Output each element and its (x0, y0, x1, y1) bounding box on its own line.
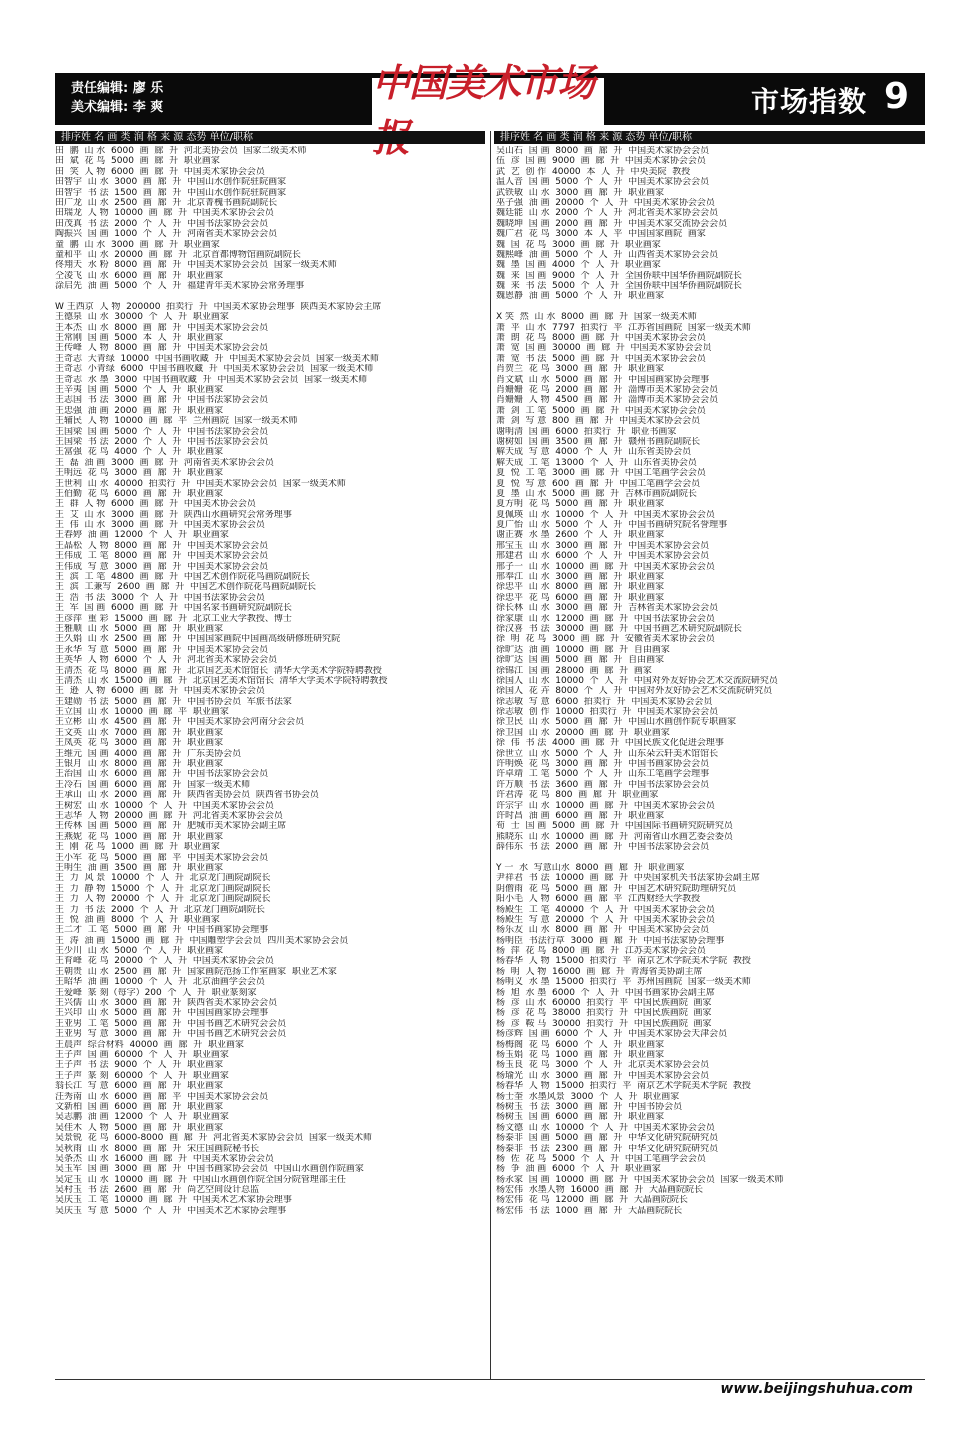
table-row: 王燕妮 花 鸟 1000 画 廊 升 职业画家 (55, 831, 224, 842)
table-row: 王 滨 工 笔 4800 画 廊 升 中国艺术创作院花鸟画院副院长 (55, 572, 310, 583)
table-row: 杨宏伟 水墨人物 16000 画 廊 升 大晶画院院长 (496, 1185, 703, 1196)
left-artist-list (55, 146, 485, 1216)
table-row: 徐志敏 创 作 10000 拍卖行 升 中国美术家协会会员 (496, 707, 719, 718)
table-row: 田茂真 书 法 2000 个 人 升 中国书法家协会会员 (55, 218, 269, 229)
table-row: 许卓靖 工 笔 5000 个 人 升 山东工笔画学会理事 (496, 769, 710, 780)
table-row: 武铁敏 山 水 3000 画 廊 升 职业画家 (496, 187, 665, 198)
table-row: 杨殿生 写 意 20000 个 人 升 中国美术家协会会员 (496, 914, 715, 925)
table-row: 王小军 花 鸟 5000 画 廊 平 中国美术家协会会员 (55, 852, 269, 863)
table-row: 肖姗姗 人 物 4500 画 廊 升 淄博市美术家协会会员 (496, 395, 719, 406)
table-row: 徐国人 山 水 10000 个 人 升 中国对外友好协会艺术交流院研究员 (496, 675, 778, 686)
footer-url: www.beijingshuhua.com (720, 1381, 913, 1397)
table-row: 王国梁 国 画 5000 个 人 升 中国书法家协会会员 (55, 426, 269, 437)
table-row: 文新柏 国 画 6000 画 廊 升 职业画家 (55, 1101, 224, 1112)
table-row: 萧 朗 花 鸟 8000 画 廊 升 中国美术家协会会员 (496, 333, 706, 344)
table-row: 萧 宽 国 画 30000 画 廊 升 中国美术家协会会员 (496, 343, 712, 354)
table-row: 杨 争 油 画 6000 个 人 升 职业画家 (496, 1164, 661, 1175)
table-row: 许万顺 书 法 3600 画 廊 升 中国书法家协会会员 (496, 779, 710, 790)
table-row: 徐 明 花 鸟 3000 画 廊 升 安徽省美术家协会会员 (496, 634, 715, 645)
table-row: 王朝贵 山 水 2500 画 廊 升 国家画院范扬工作室画家 职业艺术家 (55, 966, 337, 977)
table-row: 王伟成 工 笔 8000 画 廊 升 中国美术家协会会员 (55, 551, 269, 562)
table-row: 王永华 写 意 5000 画 廊 升 中国美术家协会会员 (55, 644, 269, 655)
table-row: 王德泉 山 水 30000 个 人 升 职业画家 (55, 312, 229, 323)
table-row: 杨 彦 鞍 马 30000 拍卖行 升 中国民族画院 画家 (496, 1018, 712, 1029)
table-row: 王文英 山 水 7000 画 廊 升 职业画家 (55, 727, 224, 738)
table-row: 王志国 书 法 3000 画 廊 升 中国书法家协会会员 (55, 395, 269, 406)
table-row: 魏 来 书 法 5000 个 人 升 全国侨联中国华侨画院副院长 (496, 281, 742, 292)
table-row: 杨春华 人 物 15000 拍卖行 平 南京艺术学院美术学院 教授 (496, 956, 751, 967)
table-row: 杨明臣 书法行草 3000 画 廊 升 中国书法家协会理事 (496, 935, 725, 946)
table-row: 解天成 写 意 4000 个 人 升 山东省美协会员 (496, 447, 692, 458)
table-row: 田 鹏 山 水 6000 画 廊 升 河北美协会员 国家二级美术师 (55, 146, 307, 156)
table-row: 王凤英 花 鸟 3000 画 廊 升 职业画家 (55, 738, 224, 749)
table-row: 杨永家 国 画 10000 画 廊 升 中国美术家协会会员 国家一级美术师 (496, 1174, 784, 1185)
table-row: 王 滨 工兼写 2600 画 廊 升 中国艺术创作院花鸟画院副院长 (55, 582, 316, 593)
table-row: 杨 彦 花 鸟 38000 拍卖行 升 中国民族画院 画家 (496, 1008, 712, 1019)
table-row: 阴僧雨 花 鸟 5000 画 廊 升 中国艺术研究院助理研究员 (496, 883, 737, 894)
table-row: 王爱峰 篆 刻（每字）200 个 人 升 职业篆刻家 (55, 987, 257, 998)
table-row: 王传林 国 画 5000 画 廊 升 肥城市美术家协会副主席 (55, 821, 287, 832)
table-row: 田智宇 山 水 3000 画 廊 升 中国山水创作院驻院画家 (55, 177, 287, 188)
table-row: 杨彦辉 国 画 6000 个 人 升 中国美术家协会天津会员 (496, 1029, 728, 1040)
table-row: 徐旷达 油 画 10000 画 廊 升 自由画家 (496, 644, 670, 655)
table-row: 萧 平 山 水 7797 拍卖行 平 江苏省国画院 国家一级美术师 (496, 322, 751, 333)
table-row: 温人音 国 画 5000 个 人 升 中国美术家协会会员 (496, 177, 710, 188)
table-row: 谢树如 国 画 3500 画 廊 升 赣州书画院副院长 (496, 436, 701, 447)
table-row: 徐汉喜 书 法 30000 画 廊 升 中国书画艺术研究院副院长 (496, 623, 742, 634)
table-row (496, 302, 925, 312)
table-row: 魏广君 花 鸟 3000 本 人 平 中国国家画院 画家 (496, 229, 706, 240)
table-row: 佟翔天 水 粉 8000 画 廊 升 中国美术家协会会员 国家一级美术师 (55, 260, 337, 271)
table-row: 王辛夷 国 画 5000 个 人 升 职业画家 (55, 384, 224, 395)
table-row: 肖姗姗 花 鸟 2000 画 廊 升 淄博市美术家协会会员 (496, 384, 719, 395)
table-row: 杨树玉 书 法 3000 画 廊 升 中国书协会员 (496, 1101, 683, 1112)
table-row: 王治国 山 水 6000 画 廊 升 中国书法家协会会员 (55, 769, 269, 780)
table-row: 解天成 工 笔 13000 个 人 升 山东省美协会员 (496, 457, 697, 468)
table-row: 王承山 山 水 2000 画 廊 升 陕西省美协会员 陕西省书协会员 (55, 790, 319, 801)
table-row: 王维元 国 画 4000 画 廊 升 广东美协会员 (55, 748, 242, 759)
table-row: 谢明清 国 画 6000 拍卖行 升 职业书画家 (496, 426, 677, 437)
table-row: 杨 彦 山 水 60000 拍卖行 平 中国民族画院 画家 (496, 998, 712, 1009)
table-row: 夏佩瑛 山 水 10000 个 人 升 中国美术家协会会员 (496, 509, 715, 520)
table-row: 吴志鹏 油 画 12000 个 人 升 职业画家 (55, 1112, 229, 1123)
table-row: 杨瑜光 山 水 3000 画 廊 升 中国美术家协会会员 (496, 1070, 710, 1081)
table-row: 翁长江 写 意 6000 画 廊 升 职业画家 (55, 1081, 224, 1092)
table-row: 王晶松 人 物 8000 画 廊 升 中国美术家协会会员 (55, 540, 269, 551)
table-row: 田广龙 山 水 2500 画 廊 升 北京菁槐书画院副院长 (55, 197, 278, 208)
table-row: 尹祥君 书 法 10000 画 廊 升 中央国家机关书法家协会副主席 (496, 873, 760, 884)
table-row: 许明焕 花 鸟 3000 画 廊 升 中国书画家协会会员 (496, 759, 710, 770)
table-row: 王亚男 工 笔 5000 画 廊 升 中国书画艺术研究会会员 (55, 1018, 287, 1029)
table-row: 涂启先 油 画 5000 个 人 升 福建青年美术家协会常务理事 (55, 281, 305, 292)
table-row: 田智宇 书 法 1500 画 廊 升 中国山水创作院驻院画家 (55, 187, 287, 198)
table-row: 夏 墨 山 水 5000 画 廊 升 吉林市画院副院长 (496, 488, 697, 499)
table-row: 杨宏伟 书 法 1000 画 廊 升 大晶画院院长 (496, 1205, 683, 1216)
art-editor-line: 美术编辑: 李 爽 (71, 100, 164, 115)
table-row: 王 艾 山 水 3000 画 廊 升 陕西山水画研究会常务理事 (55, 509, 292, 520)
table-row: 阳小毛 人 物 6000 画 廊 平 江西财经大学教授 (496, 894, 701, 905)
table-row: 夏广怡 山 水 5000 个 人 升 中国书画研究院名誉理事 (496, 520, 728, 531)
masthead-logo (372, 60, 604, 136)
table-row: 魏 墨 国 画 4000 个 人 升 职业画家 (496, 260, 661, 271)
table-row: 吴玉军 国 画 3000 画 廊 升 中国书画家协会会员 中国山水画创作院画家 (55, 1164, 364, 1175)
table-row: 吴定玉 山 水 10000 画 廊 升 中国山水画创作院全国分院管理部主任 (55, 1174, 346, 1185)
table-row: 王立彬 山 水 4500 画 廊 升 中国美术家协会河南分会会员 (55, 717, 305, 728)
table-row: 王世利 山 水 40000 拍卖行 升 中国美术家协会会员 国家一级美术师 (55, 478, 346, 489)
table-row: 王子声 国 画 60000 个 人 升 职业画家 (55, 1049, 229, 1060)
table-row: 王奇志 大青绿 10000 中国书画收藏 升 中国美术家协会会员 国家一级美术师 (55, 353, 379, 364)
table-row: 杨梅阁 花 鸟 6000 个 人 升 职业画家 (496, 1039, 665, 1050)
editor-credits (71, 79, 163, 117)
table-row: 夏 悦 工 笔 3000 画 廊 升 中国工笔画学会会员 (496, 468, 706, 479)
table-row: 谢正赛 水 墨 2600 个 人 升 职业画家 (496, 530, 665, 541)
table-row: 夏方明 花 鸟 5000 画 廊 升 职业画家 (496, 499, 665, 510)
table-row: 田 笑 人 物 6000 画 廊 升 中国美术家协会会员 (55, 166, 265, 177)
table-row: 王建勋 书 法 5000 画 廊 升 中国书协会员 军旅书法家 (55, 696, 292, 707)
table-row: 王 伟 山 水 3000 画 廊 升 中国美术家协会会员 (55, 520, 265, 531)
table-row: 许宗宇 山 水 10000 画 廊 升 中国美术家协会会员 (496, 800, 715, 811)
table-row: 徐长林 山 水 3000 画 廊 升 吉林省美术家协会会员 (496, 603, 719, 614)
table-row: 王明生 油 画 3500 画 廊 升 职业画家 (55, 862, 224, 873)
table-row: 王英华 人 物 6000 个 人 升 河北省美术家协会会员 (55, 655, 278, 666)
table-row: 王明远 花 鸟 3000 画 廊 升 职业画家 (55, 468, 224, 479)
table-row: 王国梁 书 法 2000 个 人 升 中国书法家协会会员 (55, 436, 269, 447)
table-row: 杨明义 水 墨 15000 拍卖行 平 苏州国画院 国家一级美术师 (496, 977, 751, 988)
editor-line: 责任编辑: 廖 乐 (71, 81, 164, 96)
page-number: 9 (883, 76, 909, 117)
table-row: 徐忠平 山 水 8000 画 廊 升 职业画家 (496, 582, 665, 593)
table-row: 王 力 书 法 2000 个 人 升 北京龙门画院副院长 (55, 904, 265, 915)
table-row: 魏晓坤 国 画 2000 画 廊 升 中国美术家交流协会会员 (496, 218, 728, 229)
table-row: 杨宏伟 花 鸟 12000 画 廊 升 大晶画院院长 (496, 1195, 688, 1206)
table-row: 王彦萍 重 彩 15000 画 廊 升 北京工业大学教授、博士 (55, 613, 292, 624)
table-row: 魏熙峰 油 画 5000 个 人 升 山西省美术家协会会员 (496, 249, 719, 260)
table-row: 王本杰 山 水 8000 画 廊 升 中国美术家协会会员 (55, 322, 269, 333)
table-row: 吴景锐 花 鸟 6000-8000 画 廊 升 河北省美术家协会会员 国家一级美术师 (55, 1133, 372, 1144)
table-row: 徐锦江 国 画 28000 画 廊 升 画家 (496, 665, 652, 676)
table-row: 王 军 国 画 6000 画 廊 升 中国名家书画研究院副院长 (55, 603, 292, 614)
table-row: 魏恩静 油 画 5000 个 人 升 职业画家 (496, 291, 665, 302)
table-row: 王伟成 写 意 3000 画 廊 升 中国美术家协会会员 (55, 561, 269, 572)
table-row: 熊晓东 山 水 10000 画 廊 升 河南省山水画艺委会委员 (496, 831, 733, 842)
table-row: 杨文德 山 水 10000 个 人 升 中国美术家协会会员 (496, 1122, 715, 1133)
table-row: 杨 明 人 物 16000 画 廊 升 青海省美协副主席 (496, 966, 703, 977)
table-row: 吴庆玉 写 意 5000 个 人 升 中国美术艺术家协会理事 (55, 1205, 287, 1216)
table-row: 徐世立 山 水 5000 个 人 升 山东朵云轩美术馆馆长 (496, 748, 719, 759)
table-row (496, 853, 925, 863)
table-row: 吴条杰 山 水 16000 画 廊 升 中国美术家协会会员 (55, 1153, 274, 1164)
table-row: 王志华 人 物 20000 画 廊 升 河北省美术家协会会员 (55, 811, 283, 821)
table-row: 吴秋雨 山 水 8000 画 廊 升 宋庄国画院秘书长 (55, 1143, 260, 1154)
table-row: 王常刚 国 画 5000 本 人 升 职业画家 (55, 333, 224, 344)
table-row: 徐卫民 山 水 5000 画 廊 升 中国山水画创作院专职画家 (496, 717, 737, 728)
table-row: 王子声 书 法 9000 个 人 升 职业画家 (55, 1060, 224, 1071)
table-row: 王育峰 花 鸟 20000 个 人 升 中国美术家协会会员 (55, 956, 274, 967)
table-row: 王伯勤 花 鸟 6000 画 廊 升 职业画家 (55, 488, 224, 499)
table-row: 伍 彦 国 画 9000 画 廊 升 中国美术家协会会员 (496, 156, 706, 167)
table-row: 邢宝玉 山 水 3000 画 廊 升 中国美术家协会会员 (496, 540, 710, 551)
table-row: 徐旷达 国 画 5000 画 廊 升 自由画家 (496, 655, 665, 666)
table-row: 杨树玉 国 画 6000 画 廊 升 职业画家 (496, 1112, 665, 1123)
left-column-header: 排序姓 名 画 类 润 格 来 源 态势 单位/职称 (55, 131, 485, 144)
table-row: 王兴印 山 水 5000 画 廊 升 中国国画家协会理事 (55, 1008, 269, 1019)
table-row: 杨春华 人 物 15000 拍卖行 平 南京艺术学院美术学院 教授 (496, 1081, 751, 1092)
table-row: 王少川 山 水 5000 个 人 升 职业画家 (55, 946, 224, 957)
table-row: 王雅顺 山 水 5000 画 廊 升 职业画家 (55, 623, 224, 634)
table-row: 武 艺 创 作 40000 本 人 升 中央美院 教授 (496, 166, 691, 177)
table-row: 巫子强 油 画 20000 个 人 升 中国美术家协会会员 (496, 197, 715, 208)
table-row: 王清杰 花 鸟 8000 画 廊 升 北京国艺美术馆馆长 清华大学美术学院特聘教授 (55, 665, 382, 676)
table-row: 王 力 风 景 10000 个 人 升 北京龙门画院副院长 (55, 873, 271, 884)
table-row: 杨 佐 花 鸟 5000 个 人 升 中国工笔画学会会员 (496, 1153, 706, 1164)
table-row: 魏 国 花 鸟 3000 画 廊 升 职业画家 (496, 239, 661, 250)
table-row: 徐国人 花 卉 8000 个 人 升 中国对外友好协会艺术交流院研究员 (496, 686, 773, 697)
table-row: W 王西京 人 物 200000 拍卖行 升 中国美术家协会理事 陕西美术家协会主席 (55, 301, 382, 312)
table-row: 吴佳木 人 物 5000 画 廊 升 职业画家 (55, 1122, 224, 1133)
table-row: 夏 悦 写 意 600 画 廊 升 中国工笔画学会会员 (496, 478, 701, 489)
table-row: 王 磊 油 画 3000 画 廊 升 河南省美术家协会会员 (55, 457, 274, 468)
table-row: 王 逊 人 物 6000 画 廊 升 中国美术家协会会员 (55, 686, 265, 697)
table-row: 吴村玉 书 法 2600 画 廊 升 尚艺空间设计总监 (55, 1185, 260, 1196)
table-row: 王春婷 油 画 12000 个 人 升 职业画家 (55, 530, 229, 541)
table-row: 王 力 静 物 15000 个 人 升 北京龙门画院副院长 (55, 883, 271, 894)
table-row: 杨士奎 水墨风景 3000 个 人 升 职业画家 (496, 1091, 680, 1102)
table-row: 吴庆玉 工 笔 10000 画 廊 升 中国美术艺术家协会理事 (55, 1195, 292, 1206)
table-row: X 笑 然 山 水 8000 画 廊 升 国家一级美术师 (496, 312, 697, 323)
table-row: 童 鹏 山 水 3000 画 廊 升 职业画家 (55, 239, 220, 250)
table-row: 许君涛 花 鸟 800 画 廊 升 职业画家 (496, 790, 659, 801)
table-row: 王奇志 小青绿 6000 中国书画收藏 升 中国美术家协会会员 国家一级美术师 (55, 364, 374, 375)
table-row: 田 斌 花 鸟 5000 画 廊 升 职业画家 (55, 156, 220, 167)
right-artist-list (496, 146, 925, 1216)
table-row: 杨殿生 工 笔 40000 个 人 升 中国美术家协会会员 (496, 904, 715, 915)
table-row: Y 一 水 写意山水 8000 画 廊 升 职业画家 (496, 862, 685, 873)
table-row: 萧 宽 书 法 5000 画 廊 升 中国美术家协会会员 (496, 353, 706, 364)
table-row: 仝凌飞 山 水 6000 画 廊 升 职业画家 (55, 270, 224, 281)
table-row: 邢建君 山 水 6000 个 人 升 中国美术家协会会员 (496, 551, 710, 562)
table-row: 童和平 山 水 20000 画 廊 升 北京首都博物馆画院副院长 (55, 249, 301, 260)
table-row: 王辅民 人 物 10000 画 廊 平 兰州画院 国家一级美术师 (55, 416, 298, 427)
table-row: 邢子一 山 水 10000 画 廊 升 中国美术家协会会员 (496, 561, 715, 572)
table-row: 邢奉江 山 水 3000 画 廊 升 职业画家 (496, 572, 665, 583)
table-row: 萧 剑 写 意 800 画 廊 升 中国美术家协会会员 (496, 416, 701, 427)
table-row: 王立国 山 水 10000 画 廊 平 职业画家 (55, 707, 229, 718)
table-row: 汪秀南 山 水 6000 画 廊 平 中国美术家协会会员 (55, 1091, 269, 1102)
table-row: 徐 伟 书 法 4000 画 廊 升 中国民族文化促进会理事 (496, 738, 724, 749)
bottom-rule (55, 1379, 925, 1380)
table-row: 王富强 花 鸟 4000 个 人 升 职业画家 (55, 447, 224, 458)
table-row: 肖文斌 山 水 5000 画 廊 升 中国国画家协会理事 (496, 374, 710, 385)
section-title: 市场指数 (750, 85, 867, 118)
table-row: 王子声 篆 刻 60000 个 人 升 职业画家 (55, 1070, 229, 1081)
right-column-header: 排序姓 名 画 类 润 格 来 源 态势 单位/职称 (494, 131, 925, 144)
table-row: 吴山石 国 画 8000 画 廊 升 中国美术家协会会员 (496, 146, 710, 156)
table-row: 王二才 工 笔 5000 画 廊 升 中国书画家协会理事 (55, 925, 269, 936)
table-row: 徐家康 山 水 12000 画 廊 升 中国书法家协会会员 (496, 613, 715, 624)
table-row (55, 291, 485, 301)
table-row: 徐卫国 山 水 20000 画 廊 升 职业画家 (496, 727, 670, 738)
table-row: 王亚男 写 意 3000 画 廊 升 中国书画艺术研究会会员 (55, 1029, 287, 1040)
table-row: 王清杰 山 水 15000 画 廊 升 北京国艺美术馆馆长 清华大学美术学院特聘教授 (55, 675, 388, 686)
table-row: 魏 来 国 画 9000 个 人 升 全国侨联中国华侨画院副院长 (496, 270, 742, 281)
table-row: 王 涛 油 画 15000 画 廊 升 中国雕塑学会会员 四川美术家协会会员 (55, 935, 349, 946)
table-row: 王 悦 油 画 8000 个 人 升 职业画家 (55, 914, 220, 925)
masthead-text: 中国美术市场 (372, 60, 595, 105)
table-row: 杨 旭 水 墨 6000 个 人 升 中国书画家协会副主席 (496, 987, 715, 998)
table-row: 王晨声 综合材料 40000 画 廊 升 职业画家 (55, 1039, 244, 1050)
table-row: 杨泰非 国 画 5000 画 廊 升 中华文化研究院研究员 (496, 1133, 719, 1144)
table-row: 许时昌 油 画 6000 画 廊 升 职业画家 (496, 811, 665, 821)
table-row: 肖贺兰 花 鸟 3000 画 廊 升 职业画家 (496, 364, 665, 375)
table-row: 田瑞龙 人 物 10000 画 廊 升 中国美术家协会会员 (55, 208, 274, 219)
table-row: 薛伟东 书 法 2000 画 廊 升 中国书法家协会会员 (496, 842, 710, 853)
table-row: 王昭华 油 画 10000 个 人 升 北京油画学会会员 (55, 977, 265, 988)
table-row: 王 浩 书 法 3000 个 人 升 中国书法家协会会员 (55, 592, 265, 603)
table-row: 王传峰 人 物 8000 画 廊 升 中国美术家协会会员 (55, 343, 269, 354)
table-row: 王冷石 国 画 6000 画 廊 升 国家一级美术师 (55, 779, 251, 790)
table-row: 魏廷能 山 水 2000 个 人 升 河北省美术家协会会员 (496, 208, 719, 219)
table-row: 萧 剑 工 笔 5000 画 廊 升 中国美术家协会会员 (496, 405, 706, 416)
table-row: 王兴儒 山 水 3000 画 廊 升 陕西省美术家协会会员 (55, 998, 278, 1009)
column-divider (490, 131, 491, 1379)
table-row: 杨玉良 花 鸟 3000 个 人 升 北京美术家协会会员 (496, 1060, 710, 1071)
table-row: 王久娟 山 水 2500 画 廊 升 中国国家画院中国画高级研修班研究院 (55, 634, 341, 645)
table-row: 王 群 人 物 6000 画 廊 升 中国美术协会会员 (55, 499, 256, 510)
table-row: 王忠强 油 画 2000 画 廊 升 职业画家 (55, 405, 224, 416)
table-row: 杨 萍 花 鸟 8000 画 廊 升 江苏美术家协会会员 (496, 946, 706, 957)
table-row: 徐忠平 花 鸟 6000 画 廊 升 职业画家 (496, 592, 665, 603)
table-row: 荀 士 国 画 5000 画 廊 升 中国国际书画研究院研究员 (496, 821, 733, 832)
table-row: 王奇志 水 墨 3000 中国书画收藏 升 中国美术家协会会员 国家一级美术师 (55, 374, 368, 385)
table-row: 杨乐友 山 水 8000 画 廊 升 中国美术家协会会员 (496, 925, 710, 936)
table-row: 陶振兴 国 画 1000 个 人 升 河南省美术家协会会员 (55, 229, 278, 240)
table-row: 杨泰非 书 法 2300 画 廊 升 中华文化研究院研究员 (496, 1143, 719, 1154)
table-row: 王 力 人 物 20000 个 人 升 北京龙门画院副院长 (55, 894, 271, 905)
table-row: 徐志敏 写 意 6000 拍卖行 升 中国美术家协会会员 (496, 696, 713, 707)
table-row: 王树宏 山 水 10000 个 人 升 中国美术家协会会员 (55, 800, 274, 811)
table-row: 杨玉娟 花 鸟 1000 画 廊 升 职业画家 (496, 1049, 665, 1060)
table-row: 王 刚 花 鸟 1000 画 廊 升 职业画家 (55, 842, 220, 853)
table-row: 王银月 山 水 8000 画 廊 升 职业画家 (55, 759, 224, 770)
